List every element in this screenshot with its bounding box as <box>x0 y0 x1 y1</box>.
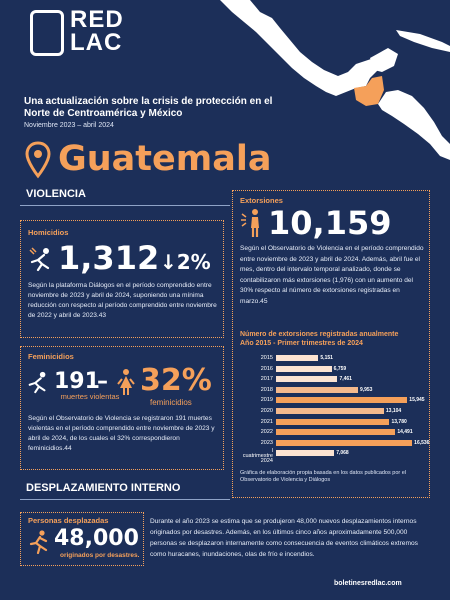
desplazamiento-value: 48,000 <box>54 526 139 551</box>
centroamerica-shape <box>378 90 450 160</box>
bar <box>276 366 332 372</box>
section-desplazamiento: DESPLAZAMIENTO INTERNO <box>26 482 181 494</box>
bar-category-label: 2017 <box>260 376 273 383</box>
bar <box>276 408 384 414</box>
feminicidios-percent-label: feminicidios <box>150 398 192 407</box>
chart-title <box>240 330 426 348</box>
yucatan-shape <box>370 48 398 72</box>
bar <box>276 397 407 403</box>
logo-mark-icon <box>30 10 64 56</box>
extorsiones-label: Extorsiones <box>240 196 283 205</box>
homicidios-value: 1,312 <box>58 239 160 277</box>
bar-value-label: 15,945 <box>409 397 425 404</box>
bar <box>276 440 412 446</box>
bar-value-label: 16,536 <box>414 439 430 446</box>
feminicidios-value-label: muertes violentas <box>60 392 120 401</box>
homicidios-text: Según la plataforma Diálogos en el período comprendido entre noviembre de 2023 y abril de 2024, suponiendo una mínima reducción con respecto al período comprendido entre noviembre de 2022 y abril de 2023.43 <box>28 282 217 319</box>
cuba-shape <box>396 30 450 52</box>
bar-category-label: 2019 <box>260 397 273 404</box>
mexico-shape <box>220 0 384 96</box>
bar <box>276 387 358 393</box>
bar-value-label: 13,104 <box>385 408 402 414</box>
bar-category-label: 2020 <box>260 408 273 414</box>
bar <box>276 419 389 425</box>
chart-title-line-2: Año 2015 - Primer trimestres de 2024 <box>240 340 363 347</box>
bar-category-label: 2021 <box>260 418 273 425</box>
feminicidios-value: 191 <box>54 369 100 394</box>
bar-value-label: 7,461 <box>339 376 352 383</box>
desplazamiento-value-label: originados por desastres. <box>60 552 140 559</box>
bar-value-label: 5,151 <box>320 355 333 361</box>
extortion-icon <box>240 208 266 238</box>
logo-text <box>70 8 124 54</box>
woman-icon <box>116 368 136 396</box>
country-title: Guatemala <box>58 139 272 179</box>
logo-line-1: RED <box>70 6 124 33</box>
footer-url[interactable]: boletinesredlac.com <box>334 580 402 587</box>
bar-category-label: 2022 <box>260 429 273 436</box>
bar <box>276 355 318 361</box>
bar <box>276 450 334 456</box>
feminicidios-text: Según el Observatorio de Violencia se registraron 191 muertes violentas en el período comprendido entre noviembre de 2023 y abril de 2024, de los cuales el 32% correspondieron feminicidios.44 <box>28 415 215 452</box>
section-violencia: VIOLENCIA <box>26 188 86 200</box>
feminicidios-label: Feminicidios <box>28 352 74 361</box>
violence-icon <box>28 246 54 272</box>
bar-value-label: 7,068 <box>336 450 349 457</box>
logo-line-2: LAC <box>70 29 123 56</box>
bar-value-label: 9,953 <box>359 386 373 393</box>
bar-category-label: 2015 <box>260 355 273 361</box>
violence-icon <box>26 370 50 394</box>
report-subtitle: Una actualización sobre la crisis de protección en el Norte de Centroamérica y México <box>24 96 273 119</box>
bar-value-label: 14,491 <box>397 429 413 436</box>
bar <box>276 376 337 382</box>
bar-value-label: 6,759 <box>333 365 347 372</box>
divider <box>20 499 230 500</box>
running-person-icon <box>28 530 50 554</box>
location-pin-icon <box>24 141 52 179</box>
homicidios-change: ↓2% <box>160 250 211 274</box>
extorsiones-bar-chart <box>240 355 430 465</box>
extorsiones-value: 10,159 <box>268 204 392 242</box>
region-map <box>220 0 450 160</box>
feminicidios-percent: 32% <box>140 363 212 398</box>
bar-value-label: 13,780 <box>391 418 407 425</box>
chart-note: Gráfica de elaboración propia basada en los datos publicados por el Observatorio de Violencia y Diálogos <box>240 470 407 483</box>
bar <box>276 429 395 435</box>
chart-title-line-1: Número de extorsiones registradas anualmente <box>240 331 399 338</box>
bar-category-label: I cuatrimestre 2024 <box>242 448 273 465</box>
redlac-logo <box>30 8 140 58</box>
bar-category-label: 2018 <box>260 386 273 393</box>
desplazamiento-text: Durante el año 2023 se estima que se produjeron 48,000 nuevos desplazamientos internos originados por desastres. Además, en los últimos cinco años aproximadamente 500,000 personas se desplazaron internamente como consecuencia de eventos climáticos extremos como huracanes, inundaciones, olas de frío e incendios. <box>150 518 418 558</box>
report-daterange: Noviembre 2023 – abril 2024 <box>24 122 114 129</box>
divider <box>20 205 230 206</box>
homicidios-label: Homicidios <box>28 228 69 237</box>
desplazamiento-label: Personas desplazadas <box>28 516 109 525</box>
bar-category-label: 2023 <box>260 439 273 446</box>
extorsiones-text: Según el Observatorio de Violencia en el período comprendido entre noviembre de 2023 y abril de 2024. Además, abril fue el mes, dentro del intervalo temporal analizado, donde se contabilizaron más extorsiones (1,976) con un aumento del 30% respecto al número de extorsiones registradas en marzo.45 <box>240 245 424 305</box>
bar-category-label: 2016 <box>260 365 273 372</box>
